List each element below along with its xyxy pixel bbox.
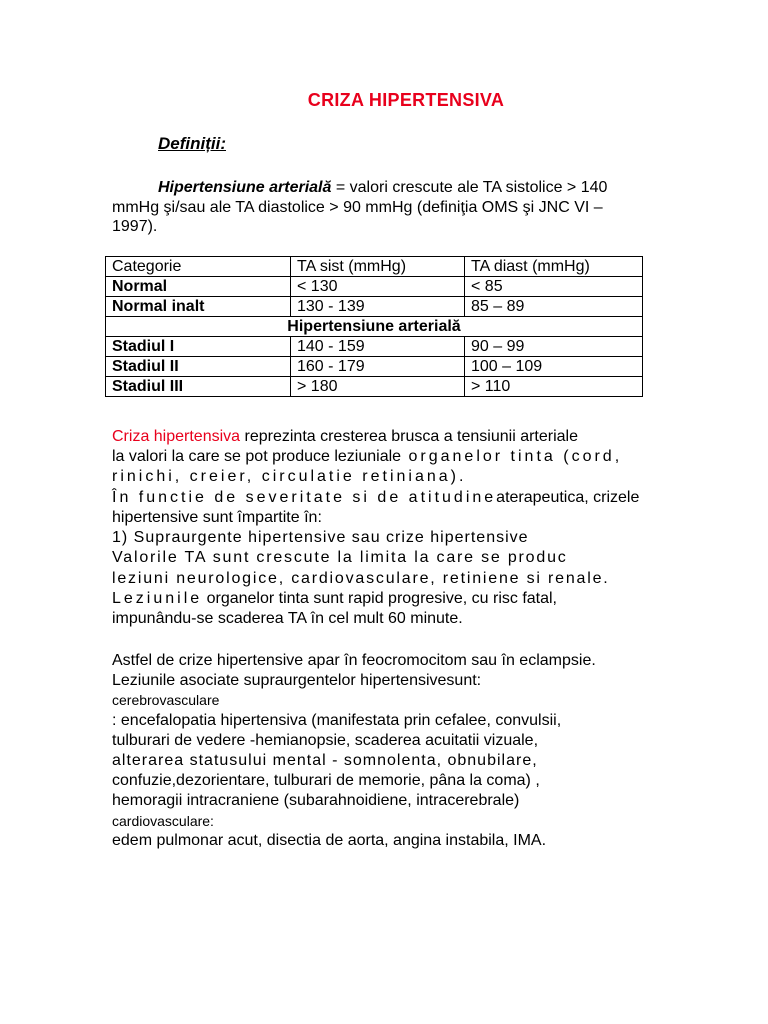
lesions-line-2: Leziunile asociate supraurgentelor hipertensivesunt: <box>112 672 482 689</box>
crisis-line-9 <box>112 589 557 609</box>
crisis-line-9b: organelor tinta sunt rapid progresive, cu risc fatal, <box>202 590 557 607</box>
table-row <box>106 277 643 297</box>
table-cell: 140 - 159 <box>291 337 465 357</box>
crisis-line-4b: aterapeutica, crizele <box>496 489 640 506</box>
table-row <box>106 337 643 357</box>
crisis-line-9a: Leziunile <box>112 590 203 607</box>
table-cell: 130 - 139 <box>291 297 465 317</box>
definitions-heading: Definiții: <box>158 134 226 153</box>
definition-line-1 <box>158 178 607 198</box>
table-header-row <box>106 257 643 277</box>
lesions-line-3: cerebrovasculare <box>112 692 220 708</box>
definition-line-3: 1997). <box>112 218 158 235</box>
table-cell: < 85 <box>465 277 643 297</box>
table-cell: TA sist (mmHg) <box>291 257 465 277</box>
crisis-line-2a: la valori la care se pot produce leziuniale <box>112 448 402 465</box>
table-section-row <box>106 317 643 337</box>
definition-text-1: = valori crescute ale TA sistolice > 140 <box>331 179 608 196</box>
page-title: CRIZA HIPERTENSIVA <box>307 90 505 110</box>
table-row <box>106 357 643 377</box>
table-cell: 90 – 99 <box>465 337 643 357</box>
table-row <box>106 377 643 397</box>
lesions-line-9: cardiovasculare: <box>112 813 214 829</box>
table-cell: Stadiul III <box>106 377 291 397</box>
crisis-line-10: impunându-se scaderea TA în cel mult 60 minute. <box>112 610 463 627</box>
table-row <box>106 297 643 317</box>
lesions-line-6: alterarea statusului mental - somnolenta, obnubilare, <box>112 752 538 769</box>
lesions-line-1: Astfel de crize hipertensive apar în feocromocitom sau în eclampsie. <box>112 652 596 669</box>
table-cell: > 110 <box>465 377 643 397</box>
table-cell: < 130 <box>291 277 465 297</box>
crisis-line-2 <box>112 447 622 467</box>
table-section-label: Hipertensiune arterială <box>106 317 643 337</box>
lesions-line-7: confuzie,dezorientare, tulburari de memorie, pâna la coma) , <box>112 772 540 789</box>
crisis-line-1-rest: reprezinta cresterea brusca a tensiunii arteriale <box>240 428 579 445</box>
lesions-line-10: edem pulmonar acut, disectia de aorta, angina instabila, IMA. <box>112 832 547 849</box>
crisis-line-8: leziuni neurologice, cardiovasculare, retiniene si renale. <box>112 570 610 587</box>
table-cell: 100 – 109 <box>465 357 643 377</box>
table-cell: > 180 <box>291 377 465 397</box>
definition-term: Hipertensiune arterială <box>158 179 332 196</box>
table-cell: Stadiul I <box>106 337 291 357</box>
crisis-line-5: hipertensive sunt împartite în: <box>112 509 322 526</box>
table-cell: Normal inalt <box>106 297 291 317</box>
crisis-line-4a: În functie de severitate si de atitudine <box>112 489 497 506</box>
crisis-line-2b: organelor tinta (cord, <box>401 448 623 465</box>
lesions-line-8: hemoragii intracraniene (subarahnoidiene, intracerebrale) <box>112 792 520 809</box>
table-cell: Stadiul II <box>106 357 291 377</box>
table-cell: 160 - 179 <box>291 357 465 377</box>
lesions-line-5: tulburari de vedere -hemianopsie, scaderea acuitatii vizuale, <box>112 732 539 749</box>
crisis-line-3: rinichi, creier, circulatie retiniana). <box>112 468 467 485</box>
crisis-line-7: Valorile TA sunt crescute la limita la care se produc <box>112 549 568 566</box>
table-cell: 85 – 89 <box>465 297 643 317</box>
table-cell: Normal <box>106 277 291 297</box>
lesions-line-4: : encefalopatia hipertensiva (manifestata prin cefalee, convulsii, <box>112 712 562 729</box>
crisis-line-6: 1) Supraurgente hipertensive sau crize hipertensive <box>112 529 529 546</box>
crisis-line-4 <box>112 488 639 508</box>
crisis-line-1 <box>112 427 578 447</box>
blood-pressure-table <box>105 256 643 397</box>
table-cell: TA diast (mmHg) <box>465 257 643 277</box>
table-cell: Categorie <box>106 257 291 277</box>
definition-line-2: mmHg şi/sau ale TA diastolice > 90 mmHg (definiţia OMS şi JNC VI – <box>112 199 603 216</box>
crisis-term: Criza hipertensiva <box>112 428 241 445</box>
